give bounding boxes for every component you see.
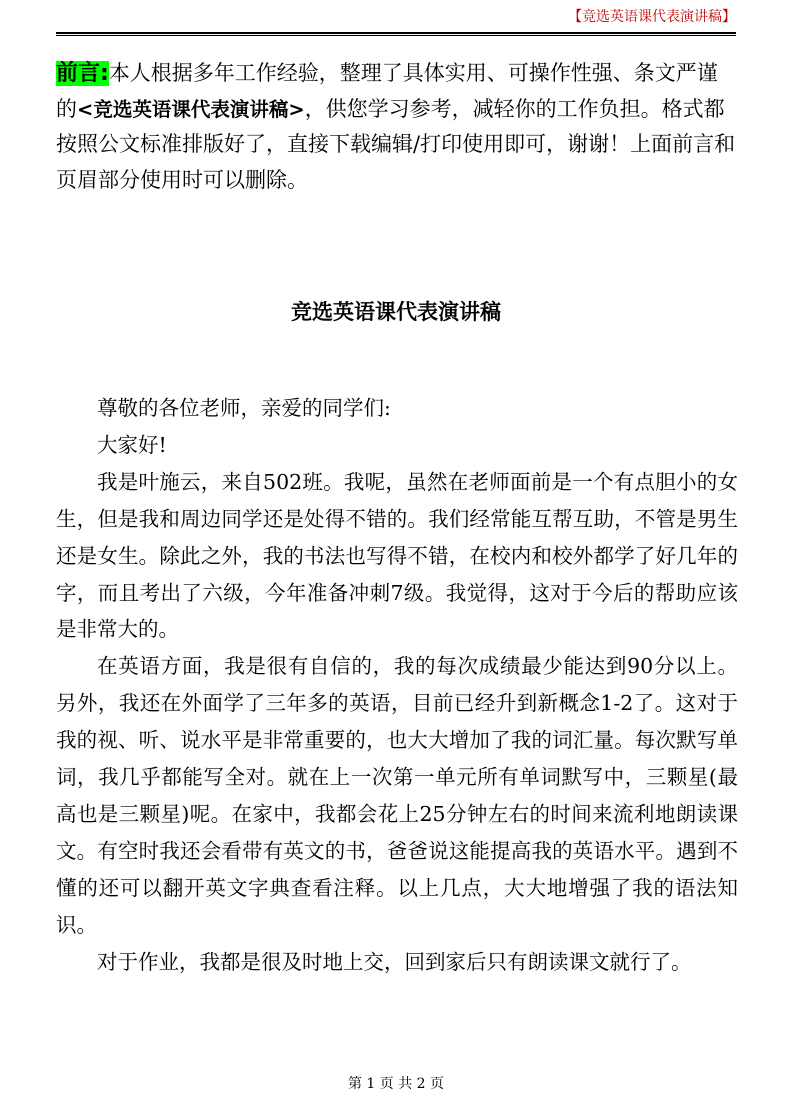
page-header-title: 【竞选英语课代表演讲稿】 — [568, 9, 736, 25]
body-paragraph: 在英语方面，我是很有自信的，我的每次成绩最少能达到90分以上。另外，我还在外面学了三年多的英语，目前已经升到新概念1-2了。这对于我的视、听、说水平是非常重要的，也大大增加了我的词汇量。每次默写单词，我几乎都能写全对。就在上一次第一单元所有单词默写中，三颗星(最高也是三颗星)呢。在家中，我都会花上25分钟左右的时间来流利地朗读课文。有空时我还会看带有英文的书，爸爸说这能提高我的英语水平。遇到不懂的还可以翻开英文字典查看注释。以上几点，大大地增强了我的语法知识。 — [56, 654, 738, 937]
header-rule-thin — [56, 35, 736, 36]
preface-text-1: 本人根据多年工作经验，整理了具体实用、可操作性强、条文严谨的 — [56, 61, 718, 121]
preface-text-2: ，供您学习参考，减轻你的工作负担。格式都按照公文标准排版好了，直接下载编辑/打印使用即可，谢谢！上面前言和页眉部分使用时可以删除。 — [56, 96, 736, 192]
header-rule — [56, 32, 736, 34]
page-footer: 第 1 页 共 2 页 — [347, 1076, 445, 1092]
preface — [56, 56, 738, 198]
body-paragraph: 对于作业，我都是很及时地上交，回到家后只有朗读课文就行了。 — [97, 949, 692, 974]
preface-label: 前言: — [56, 61, 109, 86]
document-body — [56, 390, 738, 981]
preface-doc-reference: <竞选英语课代表演讲稿> — [77, 97, 305, 121]
greeting: 大家好! — [97, 432, 167, 457]
body-paragraph: 我是叶施云，来自502班。我呢，虽然在老师面前是一个有点胆小的女生，但是我和周边同学还是处得不错的。我们经常能互帮互助，不管是男生还是女生。除此之外，我的书法也写得不错，在校内和校外都学了好几年的字，而且考出了六级，今年准备冲刺7级。我觉得，这对于今后的帮助应该是非常大的。 — [56, 469, 738, 642]
document-title: 竞选英语课代表演讲稿 — [291, 300, 501, 324]
salutation: 尊敬的各位老师，亲爱的同学们: — [97, 396, 391, 420]
